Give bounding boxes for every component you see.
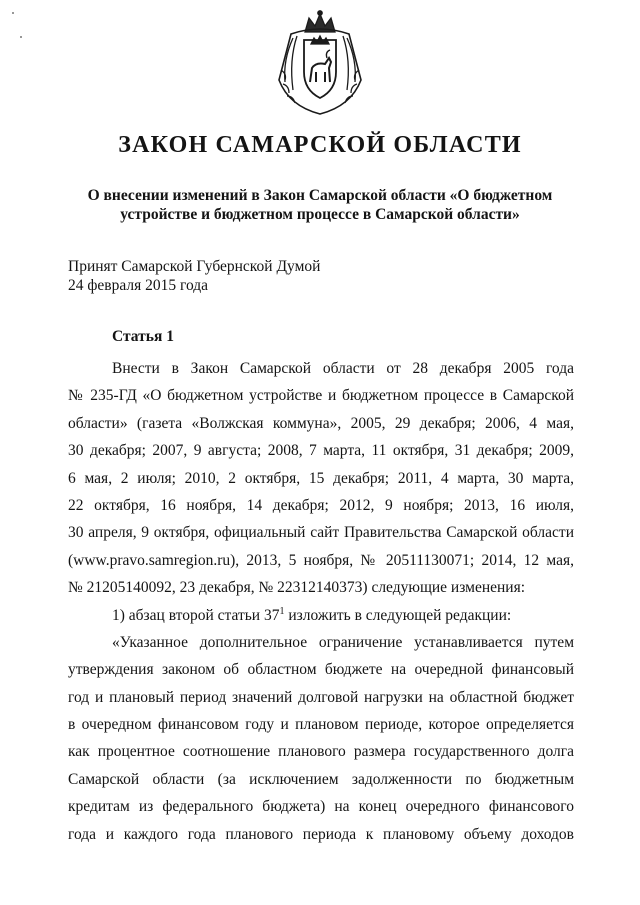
subtitle-line: устройстве и бюджетном процессе в Самарской области» (120, 206, 520, 223)
article-superscript: 1 (279, 605, 285, 617)
body-line: № 235-ГД «О бюджетном устройстве и бюджетном процессе в Самарской (68, 387, 574, 405)
body-line: области» (газета «Волжская коммуна», 2005, 29 декабря; 2006, 4 мая, (68, 414, 574, 432)
body-line: в очередном финансовом году и плановом периоде, которое определяется (68, 716, 574, 734)
adoption-note (68, 257, 320, 295)
body-line: № 21205140092, 23 декабря, № 22312140373) следующие изменения: (68, 579, 526, 597)
amendment-text: изложить в следующей редакции: (284, 606, 512, 624)
scan-speck (20, 36, 22, 38)
article-body (68, 355, 574, 848)
body-line: утверждения законом об областном бюджете на очередной финансовый (68, 661, 574, 679)
body-line: как процентное соотношение планового размера государственного долга (68, 743, 574, 761)
amendment-item (68, 602, 574, 629)
scan-speck (12, 12, 14, 14)
body-line: кредитам из федерального бюджета) на конец очередного финансового (68, 798, 574, 816)
document-title: ЗАКОН САМАРСКОЙ ОБЛАСТИ (118, 132, 522, 158)
adoption-date: 24 февраля 2015 года (68, 277, 209, 294)
body-line: год и плановый период значений долговой нагрузки на областной бюджет (68, 688, 574, 706)
article-heading: Статья 1 (112, 328, 174, 345)
body-line: Самарской области (за исключением задолженности по бюджетным (68, 770, 574, 788)
adoption-line: Принят Самарской Губернской Думой (68, 258, 321, 275)
body-line: года и каждого года планового периода к плановому объему доходов (68, 825, 574, 843)
body-line: «Указанное дополнительное ограничение устанавливается путем (112, 633, 574, 651)
body-line: 30 апреля, 9 октября, официальный сайт Правительства Самарской области (68, 524, 574, 542)
body-line: 6 мая, 2 июля; 2010, 2 октября, 15 декабря; 2011, 4 марта, 30 марта, (68, 469, 574, 487)
body-line: 30 декабря; 2007, 9 августа; 2008, 7 марта, 11 октября, 31 декабря; 2009, (68, 442, 574, 460)
subtitle-line: О внесении изменений в Закон Самарской области «О бюджетном (87, 187, 553, 204)
coat-of-arms-icon (271, 10, 369, 118)
document-subtitle (60, 186, 580, 224)
body-line: Внести в Закон Самарской области от 28 декабря 2005 года (112, 360, 574, 377)
body-line: 22 октября, 16 ноября, 14 декабря; 2012, 9 ноября; 2013, 16 июля, (68, 496, 574, 514)
body-line: (www.pravo.samregion.ru), 2013, 5 ноября, № 20511130071; 2014, 12 мая, (68, 551, 574, 569)
amendment-text: 1) абзац второй статьи 37 (112, 606, 280, 624)
